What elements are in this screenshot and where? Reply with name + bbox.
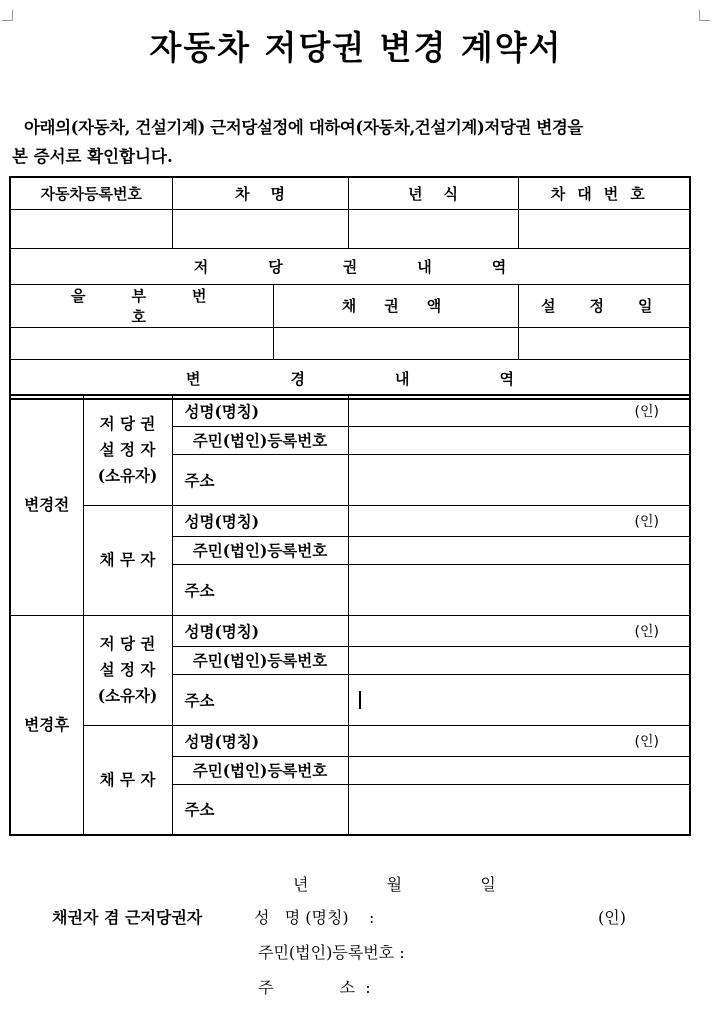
intro-line-2: 본 증서로 확인합니다. bbox=[12, 147, 173, 166]
header-car-name: 차 명 bbox=[172, 177, 348, 209]
after-mortgagor-reg-no-field[interactable] bbox=[348, 646, 690, 674]
after-mortgagor-address-field[interactable] bbox=[348, 674, 690, 725]
reg-no-label: 주민(법인)등록번호 bbox=[172, 426, 348, 454]
reg-no-label: 주민(법인)등록번호 bbox=[172, 756, 348, 784]
name-label: 성명(명칭) bbox=[172, 505, 348, 536]
text-cursor bbox=[359, 691, 361, 709]
creditor-reg-no-label: 주민(법인)등록번호 : bbox=[258, 943, 405, 962]
role-line: 저 당 권 bbox=[99, 634, 156, 653]
page-corner-mark-right bbox=[699, 10, 710, 21]
model-year-field[interactable] bbox=[348, 209, 518, 248]
before-debtor-reg-no-field[interactable] bbox=[348, 536, 690, 564]
after-mortgagor-name-field[interactable] bbox=[348, 615, 690, 646]
role-line: (소유자) bbox=[97, 466, 158, 486]
role-line: (소유자) bbox=[97, 686, 158, 705]
header-bond-amount: 채권액 bbox=[273, 284, 518, 327]
name-label: 성명(명칭) bbox=[172, 395, 348, 426]
document-title: 자동차 저당권 변경 계약서 bbox=[149, 28, 563, 67]
before-mortgagor-role bbox=[83, 395, 172, 505]
seal-mark: (인) bbox=[634, 403, 659, 420]
page-corner-mark-left bbox=[2, 10, 13, 21]
registration-no-field[interactable] bbox=[10, 209, 172, 248]
name-label: 성명(명칭) bbox=[172, 725, 348, 756]
before-change-label: 변경전 bbox=[10, 395, 83, 615]
car-name-field[interactable] bbox=[172, 209, 348, 248]
header-set-date: 설정일 bbox=[518, 284, 690, 327]
after-debtor-address-field[interactable] bbox=[348, 784, 690, 835]
before-mortgagor-name-field[interactable] bbox=[348, 395, 690, 426]
role-line: 저 당 권 bbox=[99, 414, 156, 434]
reg-no-label: 주민(법인)등록번호 bbox=[172, 646, 348, 674]
date-day-label: 일 bbox=[480, 875, 496, 894]
address-label: 주소 bbox=[172, 564, 348, 615]
after-debtor-name-field[interactable] bbox=[348, 725, 690, 756]
before-debtor-role: 채 무 자 bbox=[83, 505, 172, 615]
after-debtor-reg-no-field[interactable] bbox=[348, 756, 690, 784]
after-debtor-role: 채 무 자 bbox=[83, 725, 172, 835]
before-mortgagor-address-field[interactable] bbox=[348, 454, 690, 505]
intro-paragraph bbox=[12, 113, 698, 171]
header-model-year: 년 식 bbox=[348, 177, 518, 209]
intro-line-1: 아래의(자동차, 건설기계) 근저당설정에 대하여(자동차,건설기계)저당권 변경을 bbox=[24, 118, 583, 137]
date-month-label: 월 bbox=[386, 875, 403, 894]
address-label: 주소 bbox=[172, 674, 348, 725]
role-line: 설 정 자 bbox=[99, 660, 156, 679]
contract-date bbox=[293, 872, 496, 895]
set-date-field[interactable] bbox=[518, 327, 690, 359]
vehicle-mortgage-table bbox=[9, 176, 691, 400]
header-chassis-no: 차대번호 bbox=[518, 177, 690, 209]
creditor-seal: (인) bbox=[598, 908, 626, 927]
before-debtor-address-field[interactable] bbox=[348, 564, 690, 615]
date-year-label: 년 bbox=[293, 875, 309, 894]
reg-no-label: 주민(법인)등록번호 bbox=[172, 536, 348, 564]
mortgage-section-title: 저당권내역 bbox=[10, 248, 690, 284]
header-eulbu-no: 을부번호 bbox=[10, 284, 273, 327]
creditor-address-label: 주 소 : bbox=[258, 978, 371, 997]
after-mortgagor-role bbox=[83, 615, 172, 725]
after-change-label: 변경후 bbox=[10, 615, 83, 835]
seal-mark: (인) bbox=[634, 623, 659, 640]
before-mortgagor-reg-no-field[interactable] bbox=[348, 426, 690, 454]
before-debtor-name-field[interactable] bbox=[348, 505, 690, 536]
role-line: 설 정 자 bbox=[99, 440, 156, 460]
seal-mark: (인) bbox=[634, 733, 659, 750]
address-label: 주소 bbox=[172, 454, 348, 505]
creditor-role-label: 채권자 겸 근저당권자 bbox=[52, 908, 203, 927]
change-section-title: 변경내역 bbox=[10, 359, 690, 399]
creditor-name-label: 성 명 (명칭) : bbox=[254, 908, 375, 927]
seal-mark: (인) bbox=[634, 513, 659, 530]
address-label: 주소 bbox=[172, 784, 348, 835]
chassis-no-field[interactable] bbox=[518, 209, 690, 248]
bond-amount-field[interactable] bbox=[273, 327, 518, 359]
change-details-table bbox=[9, 394, 691, 836]
name-label: 성명(명칭) bbox=[172, 615, 348, 646]
header-registration-no: 자동차등록번호 bbox=[10, 177, 172, 209]
eulbu-no-field[interactable] bbox=[10, 327, 273, 359]
